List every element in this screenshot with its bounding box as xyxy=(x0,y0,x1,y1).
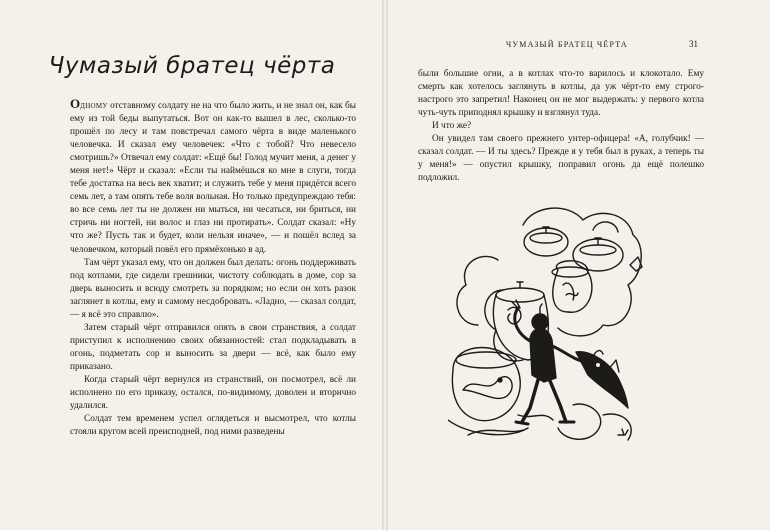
paragraph-3: Затем старый чёрт отправился опять в свои странствия, а солдат приступил к исполнению своих обязанностей: стал подкладывать в огонь, подметать сор и выносить за двери — всё, как было ему приказано. xyxy=(70,322,356,372)
smallcaps-word: дному xyxy=(80,101,108,111)
paragraph-7: И что же? xyxy=(432,121,472,132)
paragraph-6: были большие огни, а в котлах что-то варилось и клокотало. Ему смерть как хотелось заглянуть в котлы, да уж чёрт-то ему строго-настрого это запретил! Наконец он не мог выдержать: у первого котла чуть-чуть приподнял крышку и взглянул туда. xyxy=(418,69,704,119)
book-gutter xyxy=(382,0,388,530)
running-header: ЧУМАЗЫЙ БРАТЕЦ ЧЁРТА xyxy=(506,40,628,49)
paragraph-2: Там чёрт указал ему, что он должен был делать: огонь поддерживать под котлами, где сидели грешники, чистоту соблюдать в доме, сор за дверь выносить и всюду смотреть за порядком; но если он хоть разок заглянет в котлы, ему и самому несдобровать. «Ладно, — сказал солдат, — я всё это справлю». xyxy=(70,257,356,320)
page-number: 31 xyxy=(689,39,698,49)
paragraph-text: отставному солдату не на что было жить, и не знал он, как бы ему из той беды выпутаться. Вот он как-то вышел в лес, сколько-то прошёл по лесу и там повстречал самого чёрта в виде маленького человечка. И сказал ему человечек: «Что с тобой? Что невесело смотришь?» Отвечал ему солдат: «Ещё бы! Голод мучит меня, а денег у меня нет!» Чёрт и сказал: «Если ты наймёшься ко мне в слуги, тогда тебе достатка на весь век хватит; и служить тебе у меня придётся всего семь лет, а там опять тебе воля вольная. Но только предупреждаю тебя: во все семь лет ты не должен ни мыться, ни чесаться, ни бриться, ни стричь ни ногтей, ни волос и глаз ни протирать». Солдат сказал: «Ну что же? Пусть так и будет, коли нельзя иначе», — и пошёл вслед за человечком, который повёл его прямёхонько в ад. xyxy=(70,101,356,255)
story-title: Чумазый братец чёрта xyxy=(48,53,336,79)
paragraph-5: Солдат тем временем успел оглядеться и высмотрел, что котлы стояли кругом всей преисподней, под ними разведены xyxy=(70,414,356,438)
soldier-at-cauldrons-illustration xyxy=(448,200,648,460)
paragraph-4: Когда старый чёрт вернулся из странствий, он посмотрел, всё ли исполнено по его приказу, остался, по-видимому, доволен и вторично удалился. xyxy=(70,374,356,412)
paragraph-8: Он увидел там своего прежнего унтер-офицера! «А, голубчик! — сказал солдат. — И ты здесь? Прежде я у тебя был в руках, а теперь ты у меня!» — опустил крышку, поправил огонь да ещё полешко подложил. xyxy=(418,134,704,184)
paragraph-1 xyxy=(70,97,356,257)
left-page-text xyxy=(70,97,356,439)
dropcap-letter: О xyxy=(70,96,81,111)
right-page-text xyxy=(418,68,704,185)
